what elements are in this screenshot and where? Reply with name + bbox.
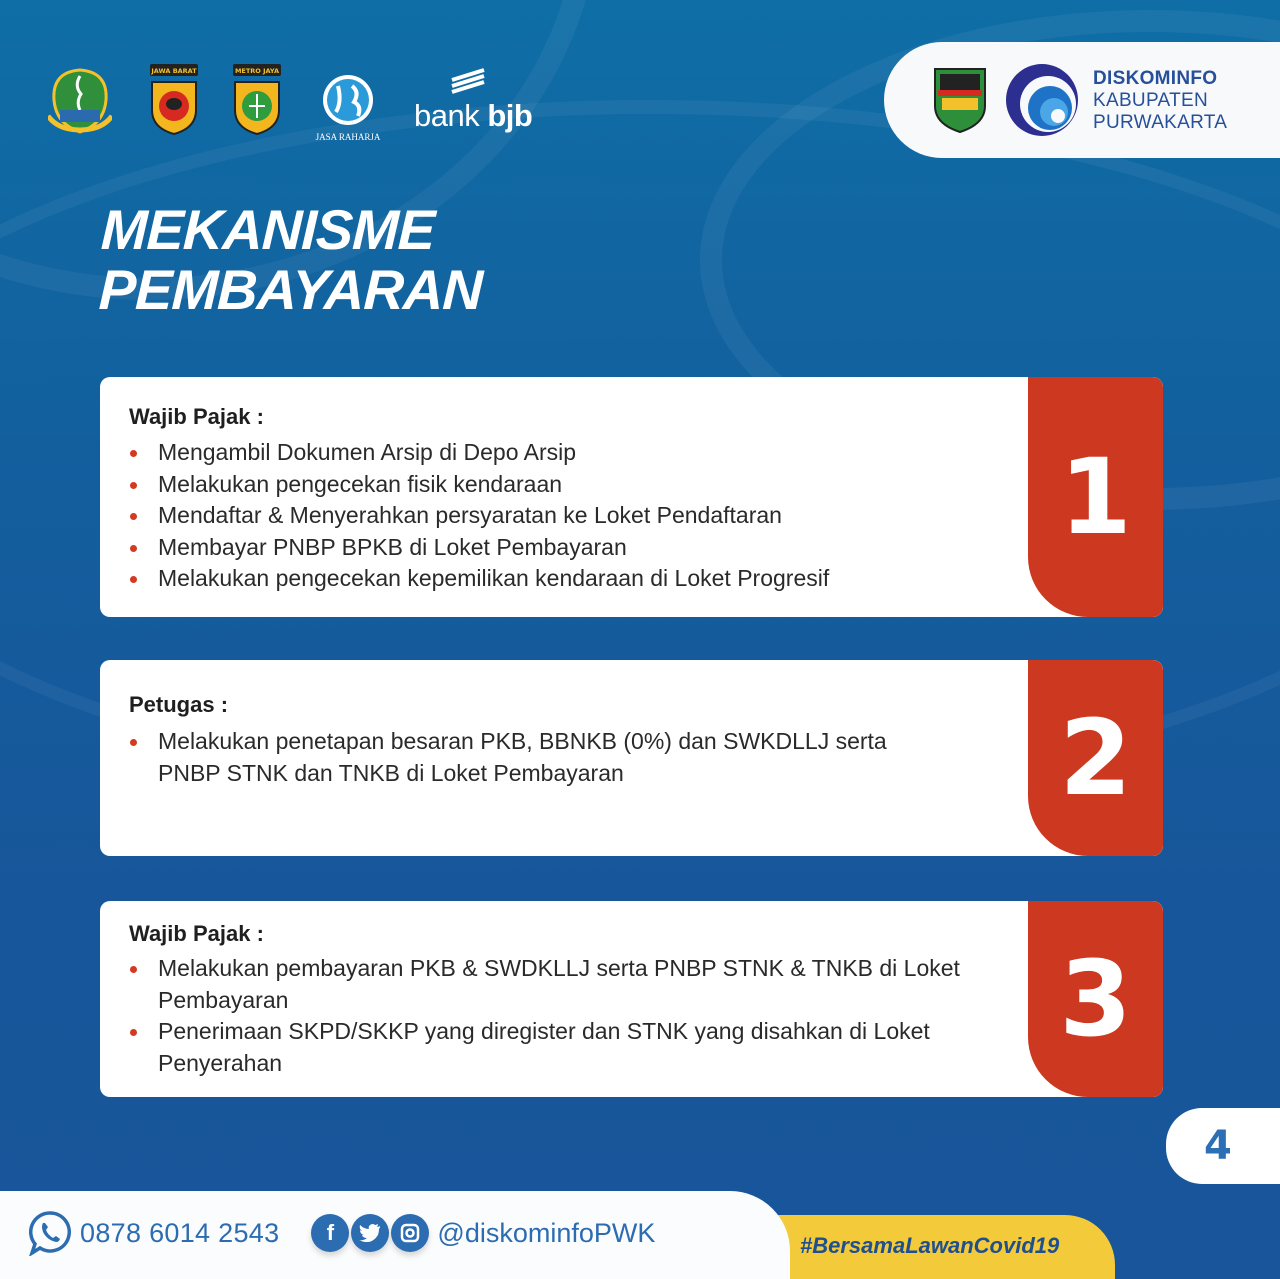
list-item: Membayar PNBP BPKB di Loket Pembayaran (129, 532, 829, 564)
step-items (129, 726, 929, 789)
step-heading: Wajib Pajak : (129, 404, 264, 429)
step-number-badge: 3 (1028, 901, 1163, 1097)
whatsapp-icon[interactable] (28, 1210, 72, 1256)
instagram-icon[interactable] (391, 1214, 429, 1252)
page-number-badge: 4 (1166, 1108, 1280, 1184)
step-heading: Petugas : (129, 692, 229, 717)
step-heading: Wajib Pajak : (129, 921, 264, 946)
bjb-stripes-icon (412, 68, 542, 98)
kominfo-logo-icon (1004, 62, 1080, 138)
kabupaten-purwakarta-crest-icon (932, 66, 988, 134)
jasa-raharja-emblem-icon (308, 72, 388, 130)
step-card-1 (100, 377, 1163, 617)
twitter-icon[interactable] (351, 1214, 389, 1252)
list-item: Mengambil Dokumen Arsip di Depo Arsip (129, 437, 829, 469)
svg-text:METRO JAYA: METRO JAYA (234, 67, 280, 75)
step-items (129, 953, 979, 1079)
step-items (129, 437, 829, 595)
facebook-icon[interactable]: f (311, 1214, 349, 1252)
jasa-raharja-logo: JASA RAHARJA (308, 72, 388, 142)
organization-badge (884, 42, 1280, 158)
organization-name: DISKOMINFO KABUPATEN PURWAKARTA (1093, 68, 1228, 133)
list-item: Penerimaan SKPD/SKKP yang diregister dan STNK yang disahkan di Loket Penyerahan (129, 1016, 979, 1079)
hashtag-text: #BersamaLawanCovid19 (800, 1233, 1060, 1258)
polda-jawa-barat-logo (148, 62, 200, 136)
list-item: Melakukan pengecekan fisik kendaraan (129, 469, 829, 501)
svg-text:JAWA BARAT: JAWA BARAT (151, 67, 197, 75)
list-item: Melakukan pembayaran PKB & SWDKLLJ serta PNBP STNK & TNKB di Loket Pembayaran (129, 953, 979, 1016)
bank-bjb-logo: bank bjb (412, 68, 542, 138)
polda-metro-jaya-logo (231, 62, 283, 136)
list-item: Melakukan pengecekan kepemilikan kendaraan di Loket Progresif (129, 563, 829, 595)
step-number-badge: 2 (1028, 660, 1163, 856)
pemprov-jabar-logo (48, 66, 112, 136)
contact-info (28, 1210, 655, 1256)
phone-number[interactable]: 0878 6014 2543 (80, 1217, 280, 1248)
list-item: Mendaftar & Menyerahkan persyaratan ke Loket Pendaftaran (129, 500, 829, 532)
step-number-badge: 1 (1028, 377, 1163, 617)
list-item: Melakukan penetapan besaran PKB, BBNKB (0%) dan SWKDLLJ serta PNBP STNK dan TNKB di Loket Pembayaran (129, 726, 929, 789)
step-card-2 (100, 660, 1163, 856)
page-title: MEKANISME PEMBAYARAN (97, 198, 484, 321)
social-handle[interactable]: @diskominfoPWK (437, 1217, 656, 1248)
step-card-3 (100, 901, 1163, 1097)
